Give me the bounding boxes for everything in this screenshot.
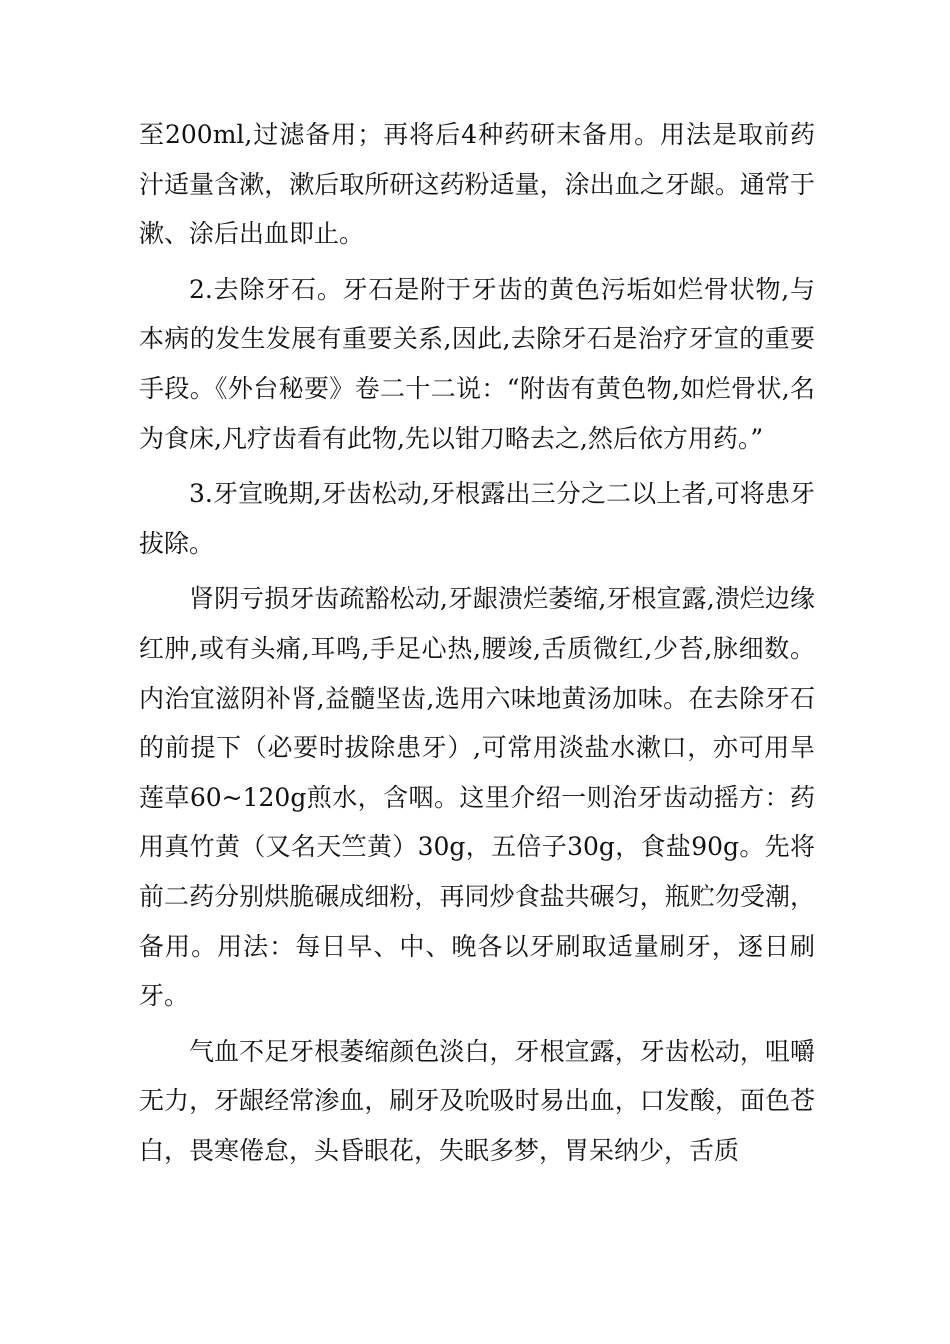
- paragraph-herbal-rinse-usage: 至200ml,过滤备用；再将后4种药研末备用。用法是取前药汁适量含漱，漱后取所研这药粉适量，涂出血之牙龈。通常于漱、涂后出血即止。: [139, 120, 815, 249]
- paragraph-qi-blood-deficiency: 气血不足牙根萎缩颜色淡白，牙根宣露，牙齿松动，咀嚼无力，牙龈经常渗血，刷牙及吮吸时易出血，口发酸，面色苍白，畏寒倦怠，头昏眼花，失眠多梦，胃呆纳少，舌质: [139, 1036, 815, 1165]
- paragraph-kidney-yin-deficiency: 肾阴亏损牙齿疏豁松动,牙龈溃烂萎缩,牙根宣露,溃烂边缘红肿,或有头痛,耳鸣,手足心热,腰竣,舌质微红,少苔,脉细数。内治宜滋阴补肾,益髓坚齿,选用六味地黄汤加味。在去除牙石的前提下（必要时拔除患牙）,可常用淡盐水漱口，亦可用旱莲草60~120g煎水，含咽。这里介绍一则治牙齿动摇方：药用真竹黄（又名天竺黄）30g，五倍子30g，食盐90g。先将前二药分别烘脆碾成细粉，再同炒食盐共碾匀，瓶贮勿受潮，备用。用法：每日早、中、晚各以牙刷取适量刷牙，逐日刷牙。: [139, 584, 815, 1011]
- paragraph-late-stage-extraction: 3.牙宣晚期,牙齿松动,牙根露出三分之二以上者,可将患牙拔除。: [139, 479, 815, 558]
- document-body: [139, 110, 815, 1181]
- paragraph-remove-tartar: 2.去除牙石。牙石是附于牙齿的黄色污垢如烂骨状物,与本病的发生发展有重要关系,因此,去除牙石是治疗牙宣的重要手段。《外台秘要》卷二十二说：“附齿有黄色物,如烂骨状,名为食床,凡疗齿看有此物,先以钳刀略去之,然后依方用药。”: [139, 274, 815, 453]
